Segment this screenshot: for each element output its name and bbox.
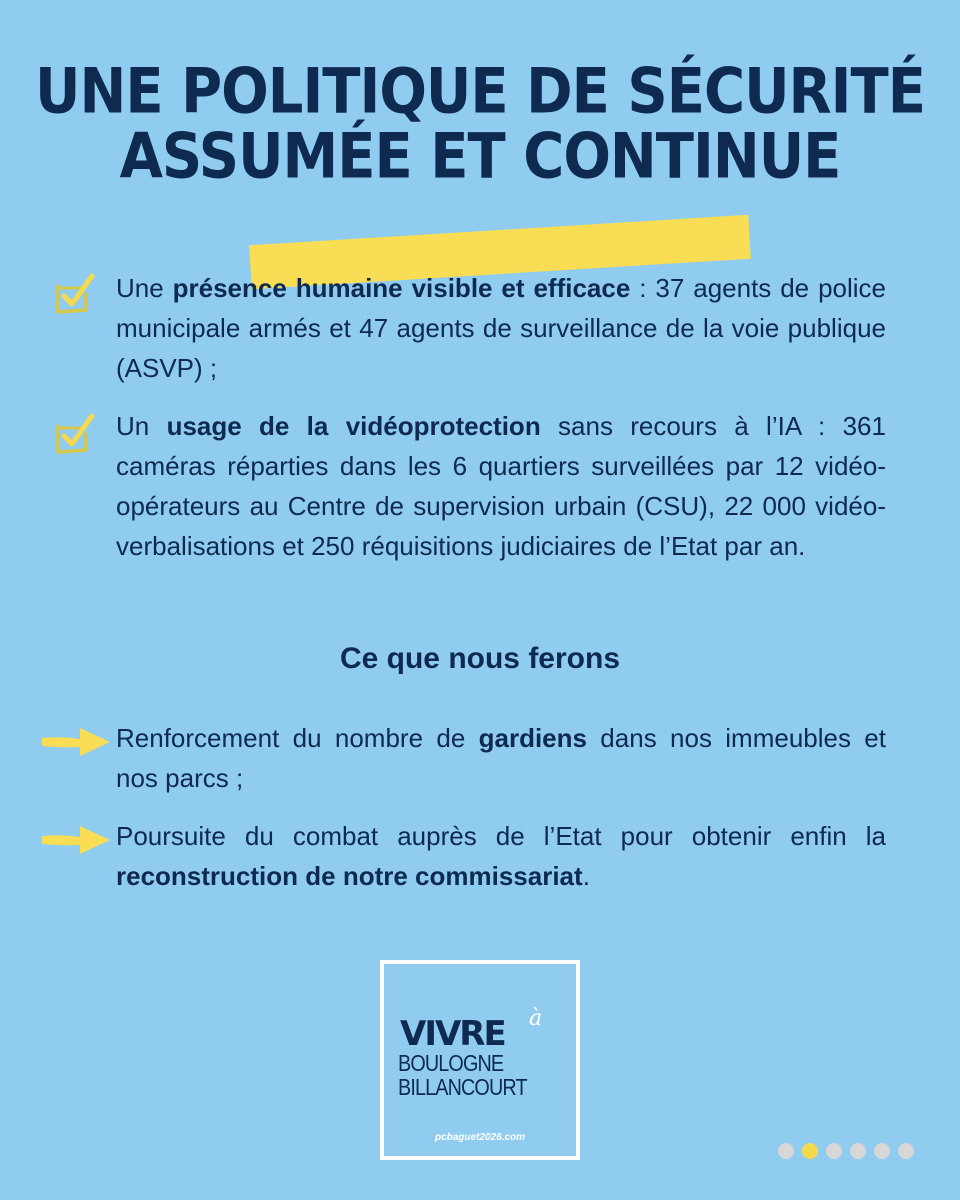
pagination-dot[interactable] (778, 1143, 794, 1159)
item-text: Un (116, 411, 167, 441)
item-text: sans recours à l’IA : 361 caméras réparties dans les 6 quartiers surveillées par 12 vidéo-opérateurs au Centre de supervision urbain (CSU), 22 000 vidéo-verbalisations et 250 réquisitions judiciaires de l’Etat par an. (116, 411, 886, 561)
list-item-presence (116, 268, 886, 388)
logo-line-2: BOULOGNE (398, 1050, 504, 1076)
pagination-dot[interactable] (898, 1143, 914, 1159)
page-title (0, 55, 960, 194)
arrow-right-icon (40, 820, 112, 860)
item-text: . (582, 861, 590, 891)
item-text: : 37 agents de police municipale armés et 47 agents de surveillance de la voie publique (ASVP) ; (116, 273, 886, 383)
logo-url: pcbaguet2026.com (434, 1132, 526, 1143)
pagination-dot[interactable] (826, 1143, 842, 1159)
item-text: Poursuite du combat auprès de l’Etat pour obtenir enfin la (116, 821, 886, 851)
logo-line-1: VIVRE (400, 1014, 505, 1054)
pagination-dots (778, 1143, 914, 1159)
section-subtitle: Ce que nous ferons (339, 642, 621, 675)
logo-accent: à (529, 1006, 543, 1031)
title-block (0, 55, 960, 194)
checkbox-check-icon (52, 272, 98, 318)
item-bold: usage de la vidéoprotection (166, 411, 541, 441)
item-text: dans nos immeubles et nos parcs ; (116, 723, 886, 793)
arrow-right-icon (40, 722, 112, 762)
checkbox-check-icon (52, 412, 98, 458)
title-line-2: ASSUMÉE ET CONTINUE (119, 120, 841, 194)
item-text: Renforcement du nombre de (116, 723, 479, 753)
item-bold: reconstruction de notre commissariat (116, 861, 583, 891)
title-line-1: UNE POLITIQUE DE SÉCURITÉ (35, 55, 925, 129)
item-text: Une (116, 273, 173, 303)
list-item-commissariat (116, 816, 886, 896)
pagination-dot[interactable] (802, 1143, 818, 1159)
list-item-gardiens (116, 718, 886, 798)
item-bold: gardiens (478, 723, 587, 753)
brand-logo (380, 960, 580, 1160)
item-bold: présence humaine visible et efficace (172, 273, 631, 303)
list-item-video (116, 406, 886, 566)
pagination-dot[interactable] (850, 1143, 866, 1159)
pagination-dot[interactable] (874, 1143, 890, 1159)
logo-line-3: BILLANCOURT (398, 1074, 527, 1100)
